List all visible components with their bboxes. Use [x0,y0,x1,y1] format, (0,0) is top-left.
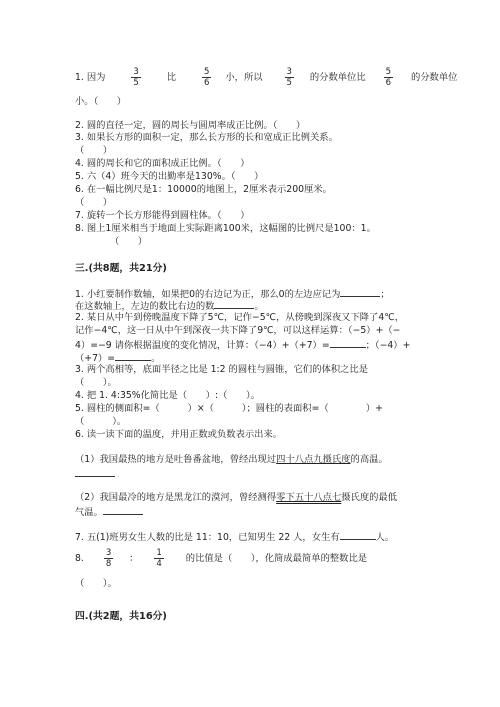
answer-blank[interactable] [214,298,254,309]
question-text: 的分数单位 [410,72,458,83]
question-text: 比 [166,72,177,83]
fill-question-1-cont: 在这数轴上，左边的数比右边的数 。 [75,298,264,313]
answer-brackets: （ ）。 [75,416,127,427]
fill-question-5: 5. 圆柱的侧面积=（ ）×（ ）；圆柱的表面积=（ ）+ [75,403,383,414]
fill-question-7: 7. 五(1)班男女生人数的比是 11：10，已知男生 22 人，女生有 人。 [75,529,394,544]
fill-question-2-cont: 4）=−9 请你根据温度的变化情况，计算：（−4）+（+7）= ；（−4）+ [75,337,410,352]
question-text: 的分数单位比 [309,72,366,83]
answer-brackets: （ ） [75,145,113,156]
answer-brackets: （ ） [110,236,148,247]
underlined-text: 零下五十八点七 [276,492,342,503]
question-4: 4. 圆的周长和它的面积成正比例。（ ） [75,158,250,169]
question-7: 7. 旋转一个长方形能得到圆柱体。（ ） [75,210,250,221]
question-5: 5. 六（4）班今天的出勤率是130%。（ ） [75,171,264,182]
fill-question-6: 6. 读一读下面的温度，并用正数或负数表示出来。 [75,429,283,440]
answer-blank[interactable] [340,529,376,540]
underlined-text: 四十八点九摄氏度 [276,454,351,465]
question-6: 6. 在一幅比例尺是1：10000的地图上，2厘米表示200厘米。 [75,184,332,195]
answer-blank[interactable] [115,350,151,361]
question-text: 小，所以 [225,72,263,83]
question-text: 小。（ ） [75,96,127,107]
fraction: $\frac{3}{5}$ [286,67,292,88]
fill-question-2-cont: （+7）= 。 [75,350,160,365]
answer-brackets: （ ）。 [75,377,117,388]
question-3: 3. 如果长方形的面积一定，那么长方形的长和宽成正比例关系。 [75,132,338,143]
fraction: $\frac{3}{5}$ [133,67,139,88]
fill-question-2: 2. 某日从中午到傍晚温度下降了5℃，记作−5℃，从傍晚到深夜又下降了4℃， [75,312,404,323]
fraction: $\frac{5}{6}$ [204,67,210,88]
answer-blank[interactable] [330,337,366,348]
question-number: 1. [75,72,84,83]
fraction: $\frac{1}{4}$ [156,548,162,569]
fraction: $\frac{3}{8}$ [105,548,112,569]
fill-question-4: 4. 把 1. 4:35%化简比是（ ）:（ ）。 [75,390,260,401]
answer-blank[interactable] [340,286,380,297]
fill-question-2-cont: 记作−4℃，这一日从中午到深夜一共下降了9℃，可以这样运算：（−5）+（− [75,325,401,336]
answer-brackets: （ ）。 [75,578,117,589]
answer-blank[interactable] [103,504,143,515]
answer-blank[interactable] [75,466,115,477]
fill-question-6-2: （2）我国最冷的地方是黑龙江的漠河，曾经测得零下五十八点七摄氏度的最低 [75,492,398,503]
fill-question-6-2-answer: 气温。 [75,504,143,519]
question-8: 8. 图上1厘米相当于地面上实际距离100米，这幅图的比例尺是100：1。 [75,223,376,234]
answer-brackets: （ ） [75,197,113,208]
question-1 [75,67,457,88]
section-heading: 三.(共8题，共21分) [75,263,167,274]
fill-question-3: 3. 两个高相等，底面半径之比是 1:2 的圆柱与圆锥，它们的体积之比是 [75,364,369,375]
question-2: 2. 圆的直径一定，圆的周长与圆周率成正比例。（ ） [75,120,306,131]
fraction: $\frac{5}{6}$ [385,67,392,88]
question-text: 因为 [86,72,106,83]
fill-question-6-1: （1）我国最热的地方是吐鲁番盆地，曾经出现过四十八点九摄氏度的高温。 [75,454,388,465]
fill-question-8: 8. $\frac{3}{8}$ ： $\frac{1}{4}$ 的比值是（ ），化简成最简单的整数比是 [75,548,368,569]
fill-question-6-1-answer [75,466,115,481]
section-heading: 四.(共2题，共16分) [75,611,167,622]
fill-question-1: 1. 小红要制作数轴，如果把0的右边记为正，那么0的左边应记为 ； [75,286,390,301]
